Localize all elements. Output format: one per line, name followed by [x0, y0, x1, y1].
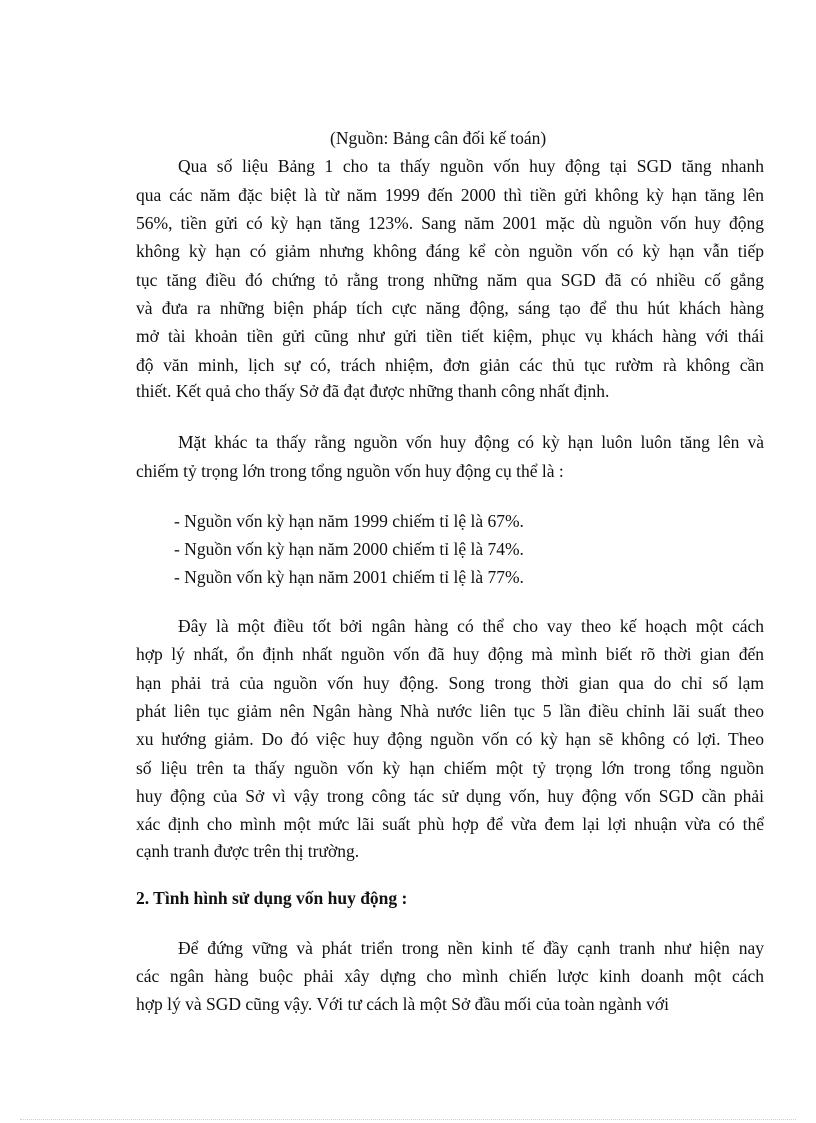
paragraph-3-line: xác định cho mình một mức lãi suất phù hợp để vừa đem lại lợi nhuận vừa có thể — [136, 814, 764, 834]
paragraph-1-line: 56%, tiền gửi có kỳ hạn tăng 123%. Sang năm 2001 mặc dù nguồn vốn huy động — [136, 213, 764, 233]
paragraph-1-line: qua các năm đặc biệt là từ năm 1999 đến 2000 thì tiền gửi không kỳ hạn tăng lên — [136, 185, 764, 205]
bullet-item: - Nguồn vốn kỳ hạn năm 1999 chiếm tỉ lệ là 67%. — [174, 511, 524, 531]
section-heading: 2. Tình hình sử dụng vốn huy động : — [136, 888, 408, 908]
paragraph-1-line: không kỳ hạn có giảm nhưng không đáng kể còn nguồn vốn có kỳ hạn vẫn tiếp — [136, 241, 764, 261]
paragraph-4-line: hợp lý và SGD cũng vậy. Với tư cách là một Sở đầu mối của toàn ngành với — [136, 994, 670, 1014]
page-bottom-rule — [20, 1119, 796, 1120]
paragraph-3-line: Đây là một điều tốt bởi ngân hàng có thể cho vay theo kế hoạch một cách — [178, 616, 764, 636]
paragraph-2-line: Mặt khác ta thấy rằng nguồn vốn huy động có kỳ hạn luôn luôn tăng lên và — [178, 432, 764, 452]
paragraph-2-line: chiếm tỷ trọng lớn trong tổng nguồn vốn huy động cụ thể là : — [136, 461, 564, 481]
paragraph-4-line: các ngân hàng buộc phải xây dựng cho mình chiến lược kinh doanh một cách — [136, 966, 764, 986]
paragraph-3-line: cạnh tranh được trên thị trường. — [136, 841, 360, 861]
paragraph-1-line: và đưa ra những biện pháp tích cực năng động, sáng tạo để thu hút khách hàng — [136, 298, 764, 318]
paragraph-3-line: huy động của Sở vì vậy trong công tác sử dụng vốn, huy động vốn SGD cần phải — [136, 786, 764, 806]
paragraph-1-line: độ văn minh, lịch sự có, trách nhiệm, đơn giản các thủ tục rườm rà không cần — [136, 355, 764, 375]
paragraph-3-line: số liệu trên ta thấy nguồn vốn kỳ hạn chiếm một tỷ trọng lớn trong tổng nguồn — [136, 758, 764, 778]
paragraph-1-line: tục tăng điều đó chứng tỏ rằng trong những năm qua SGD đã có nhiều cố gắng — [136, 270, 764, 290]
paragraph-3-line: hợp lý nhất, ổn định nhất nguồn vốn đã huy động mà mình biết rõ thời gian đến — [136, 644, 764, 664]
paragraph-3-line: xu hướng giảm. Do đó việc huy động nguồn vốn có kỳ hạn sẽ không có lợi. Theo — [136, 729, 764, 749]
paragraph-4-line: Để đứng vững và phát triển trong nền kinh tế đầy cạnh tranh như hiện nay — [178, 938, 764, 958]
paragraph-3-line: hạn phải trả của nguồn vốn huy động. Song trong thời gian qua do chỉ số lạm — [136, 673, 764, 693]
paragraph-3-line: phát liên tục giảm nên Ngân hàng Nhà nước liên tục 5 lần điều chỉnh lãi suất theo — [136, 701, 764, 721]
source-note: (Nguồn: Bảng cân đối kế toán) — [330, 128, 547, 148]
paragraph-1-line: mở tài khoản tiền gửi cũng như gửi tiền tiết kiệm, phục vụ khách hàng với thái — [136, 326, 764, 346]
bullet-item: - Nguồn vốn kỳ hạn năm 2000 chiếm tỉ lệ là 74%. — [174, 539, 524, 559]
bullet-item: - Nguồn vốn kỳ hạn năm 2001 chiếm tỉ lệ là 77%. — [174, 567, 524, 587]
paragraph-1-line: thiết. Kết quả cho thấy Sở đã đạt được những thanh công nhất định. — [136, 381, 610, 401]
paragraph-1-line: Qua số liệu Bảng 1 cho ta thấy nguồn vốn huy động tại SGD tăng nhanh — [178, 156, 764, 176]
